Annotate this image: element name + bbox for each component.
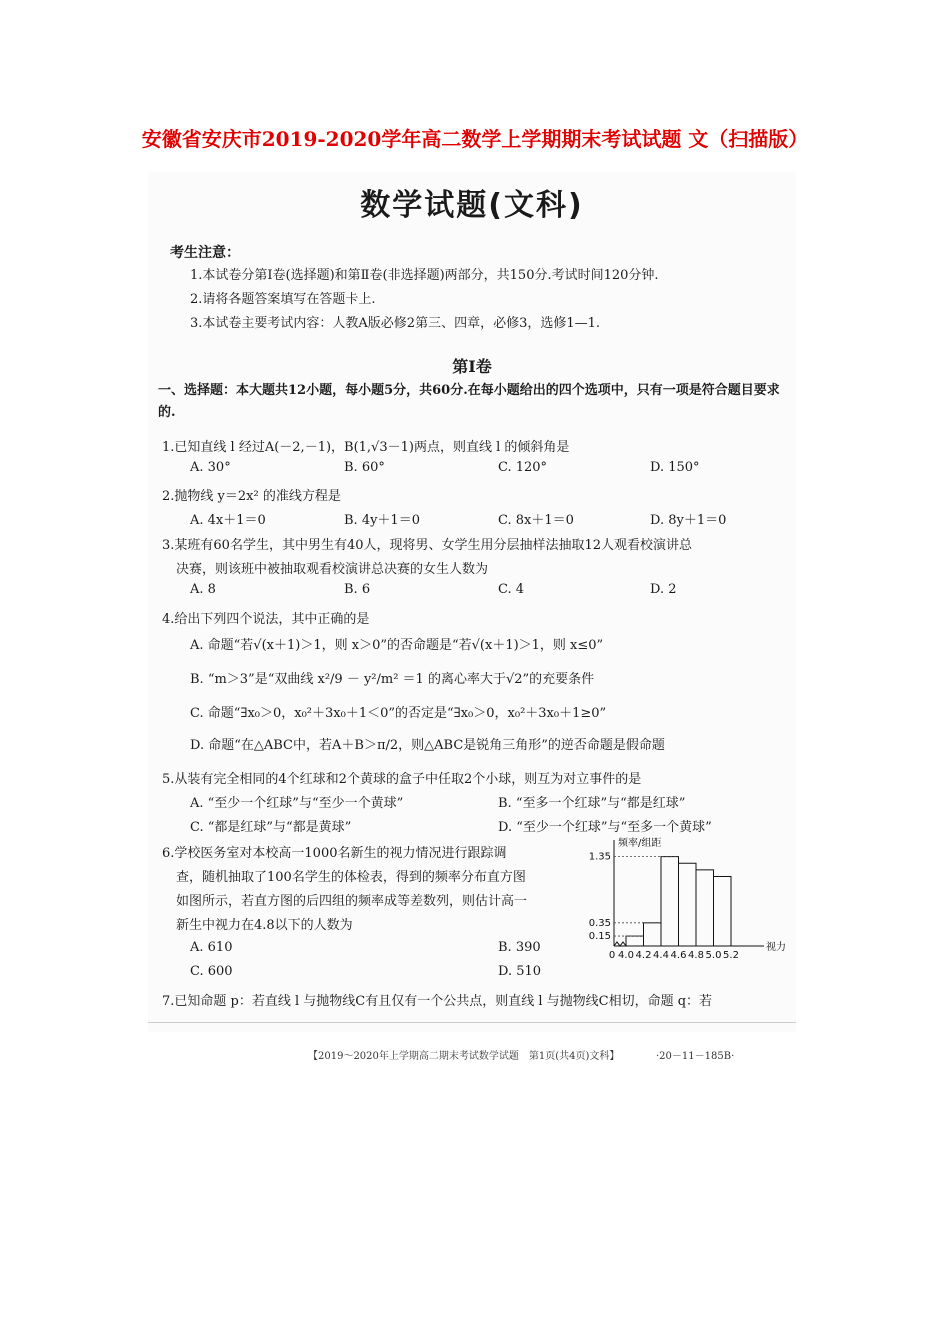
x-tick-label: 5.0: [705, 950, 722, 961]
scanned-page: [148, 172, 796, 1062]
x-tick-label: 4.2: [635, 950, 652, 961]
notice-line: 1.本试卷分第Ⅰ卷(选择题)和第Ⅱ卷(非选择题)两部分，共150分.考试时间120分钟.: [190, 268, 659, 283]
footer-right: ·20－11－185B·: [656, 1051, 735, 1062]
option: C. “都是红球”与“都是黄球”: [190, 820, 352, 835]
axis-break: [614, 942, 626, 946]
histogram-bar: [626, 936, 644, 946]
histogram-bar: [696, 870, 714, 946]
x-tick-label: 5.2: [723, 950, 739, 961]
option: C. 4: [498, 582, 525, 597]
option: A. 4x＋1＝0: [190, 513, 266, 528]
option: C. 命题“∃x₀＞0，x₀²＋3x₀＋1＜0”的否定是“∃x₀＞0，x₀²＋3x₀＋1≥0”: [190, 706, 607, 721]
volume-title: 第Ⅰ卷: [452, 357, 492, 376]
option: C. 8x＋1＝0: [498, 513, 574, 528]
option: B. 390: [498, 940, 541, 955]
x-tick-label: 4.4: [653, 950, 669, 961]
option: A. 8: [190, 582, 216, 597]
x-tick-label: 4.8: [688, 950, 704, 961]
question-stem: 7.已知命题 p：若直线 l 与抛物线C有且仅有一个公共点，则直线 l 与抛物线C相切，命题 q：若: [162, 994, 713, 1009]
question-stem: 5.从装有完全相同的4个红球和2个黄球的盒子中任取2个小球，则互为对立事件的是: [162, 772, 642, 787]
option: B. 60°: [344, 460, 385, 475]
question-stem: 决赛，则该班中被抽取观看校演讲总决赛的女生人数为: [176, 562, 489, 577]
option: B. “m＞3”是“双曲线 x²/9 － y²/m² ＝1 的离心率大于√2”的充要条件: [190, 672, 595, 687]
question-stem: 查，随机抽取了100名学生的体检表，得到的频率分布直方图: [176, 870, 526, 885]
option: A. 命题“若√(x＋1)＞1，则 x＞0”的否命题是“若√(x＋1)＞1，则 x≤0”: [190, 638, 604, 653]
histogram-bar: [714, 876, 732, 946]
histogram-bar: [661, 857, 679, 946]
histogram-bar: [644, 923, 662, 946]
option: B. “至多一个红球”与“都是红球”: [498, 796, 686, 811]
y-axis-label: 频率/组距: [618, 838, 662, 849]
question-stem: 3.某班有60名学生，其中男生有40人，现将男、女学生用分层抽样法抽取12人观看校演讲总: [162, 538, 693, 553]
option: A. “至少一个红球”与“至少一个黄球”: [190, 796, 404, 811]
section-title: 一、选择题：本大题共12小题，每小题5分，共60分.在每小题给出的四个选项中，只有一项是符合题目要求的.: [158, 383, 780, 420]
y-tick-label: 0.35: [588, 917, 611, 929]
question-stem: 如图所示，若直方图的后四组的频率成等差数列，则估计高一: [176, 894, 528, 909]
frequency-histogram: [574, 834, 790, 968]
option: D. 510: [498, 964, 542, 979]
option: D. 150°: [650, 460, 700, 475]
option: C. 600: [190, 964, 233, 979]
exam-title: 数学试题(文科): [360, 188, 584, 223]
option: B. 4y＋1＝0: [344, 513, 420, 528]
option: D. “至少一个红球”与“至多一个黄球”: [498, 820, 712, 835]
option: D. 2: [650, 582, 677, 597]
x-tick-label: 4.6: [670, 950, 687, 961]
x-tick-label: 4.0: [618, 950, 634, 961]
y-tick-label: 1.35: [588, 851, 611, 863]
notice-line: 3.本试卷主要考试内容：人教A版必修2第三、四章，必修3，选修1—1.: [190, 316, 601, 331]
x-axis-label: 视力: [766, 942, 786, 953]
x-tick-label: 0: [608, 950, 616, 961]
histogram-bar: [679, 863, 697, 946]
footer-left: 【2019～2020年上学期高二期末考试数学试题 第1页(共4页)文科】: [308, 1051, 620, 1062]
option: D. 命题“在△ABC中，若A＋B＞π/2，则△ABC是锐角三角形”的逆否命题是假命题: [190, 738, 665, 753]
option: C. 120°: [498, 460, 548, 475]
notice-title: 考生注意：: [170, 245, 240, 261]
document-title: 安徽省安庆市2019-2020学年高二数学上学期期末考试试题 文（扫描版）: [141, 127, 809, 151]
question-stem: 4.给出下列四个说法，其中正确的是: [162, 612, 370, 627]
question-stem: 2.抛物线 y＝2x² 的准线方程是: [162, 489, 341, 504]
option: B. 6: [344, 582, 371, 597]
notice-line: 2.请将各题答案填写在答题卡上.: [190, 292, 376, 307]
question-stem: 6.学校医务室对本校高一1000名新生的视力情况进行跟踪调: [162, 846, 507, 861]
option: A. 30°: [190, 460, 231, 475]
y-tick-label: 0.15: [588, 931, 611, 943]
divider: [148, 1022, 796, 1023]
question-stem: 1.已知直线 l 经过A(－2,－1)，B(1,√3－1)两点，则直线 l 的倾斜角是: [162, 440, 570, 455]
question-stem: 新生中视力在4.8以下的人数为: [176, 918, 353, 933]
option: D. 8y＋1＝0: [650, 513, 727, 528]
option: A. 610: [190, 940, 233, 955]
